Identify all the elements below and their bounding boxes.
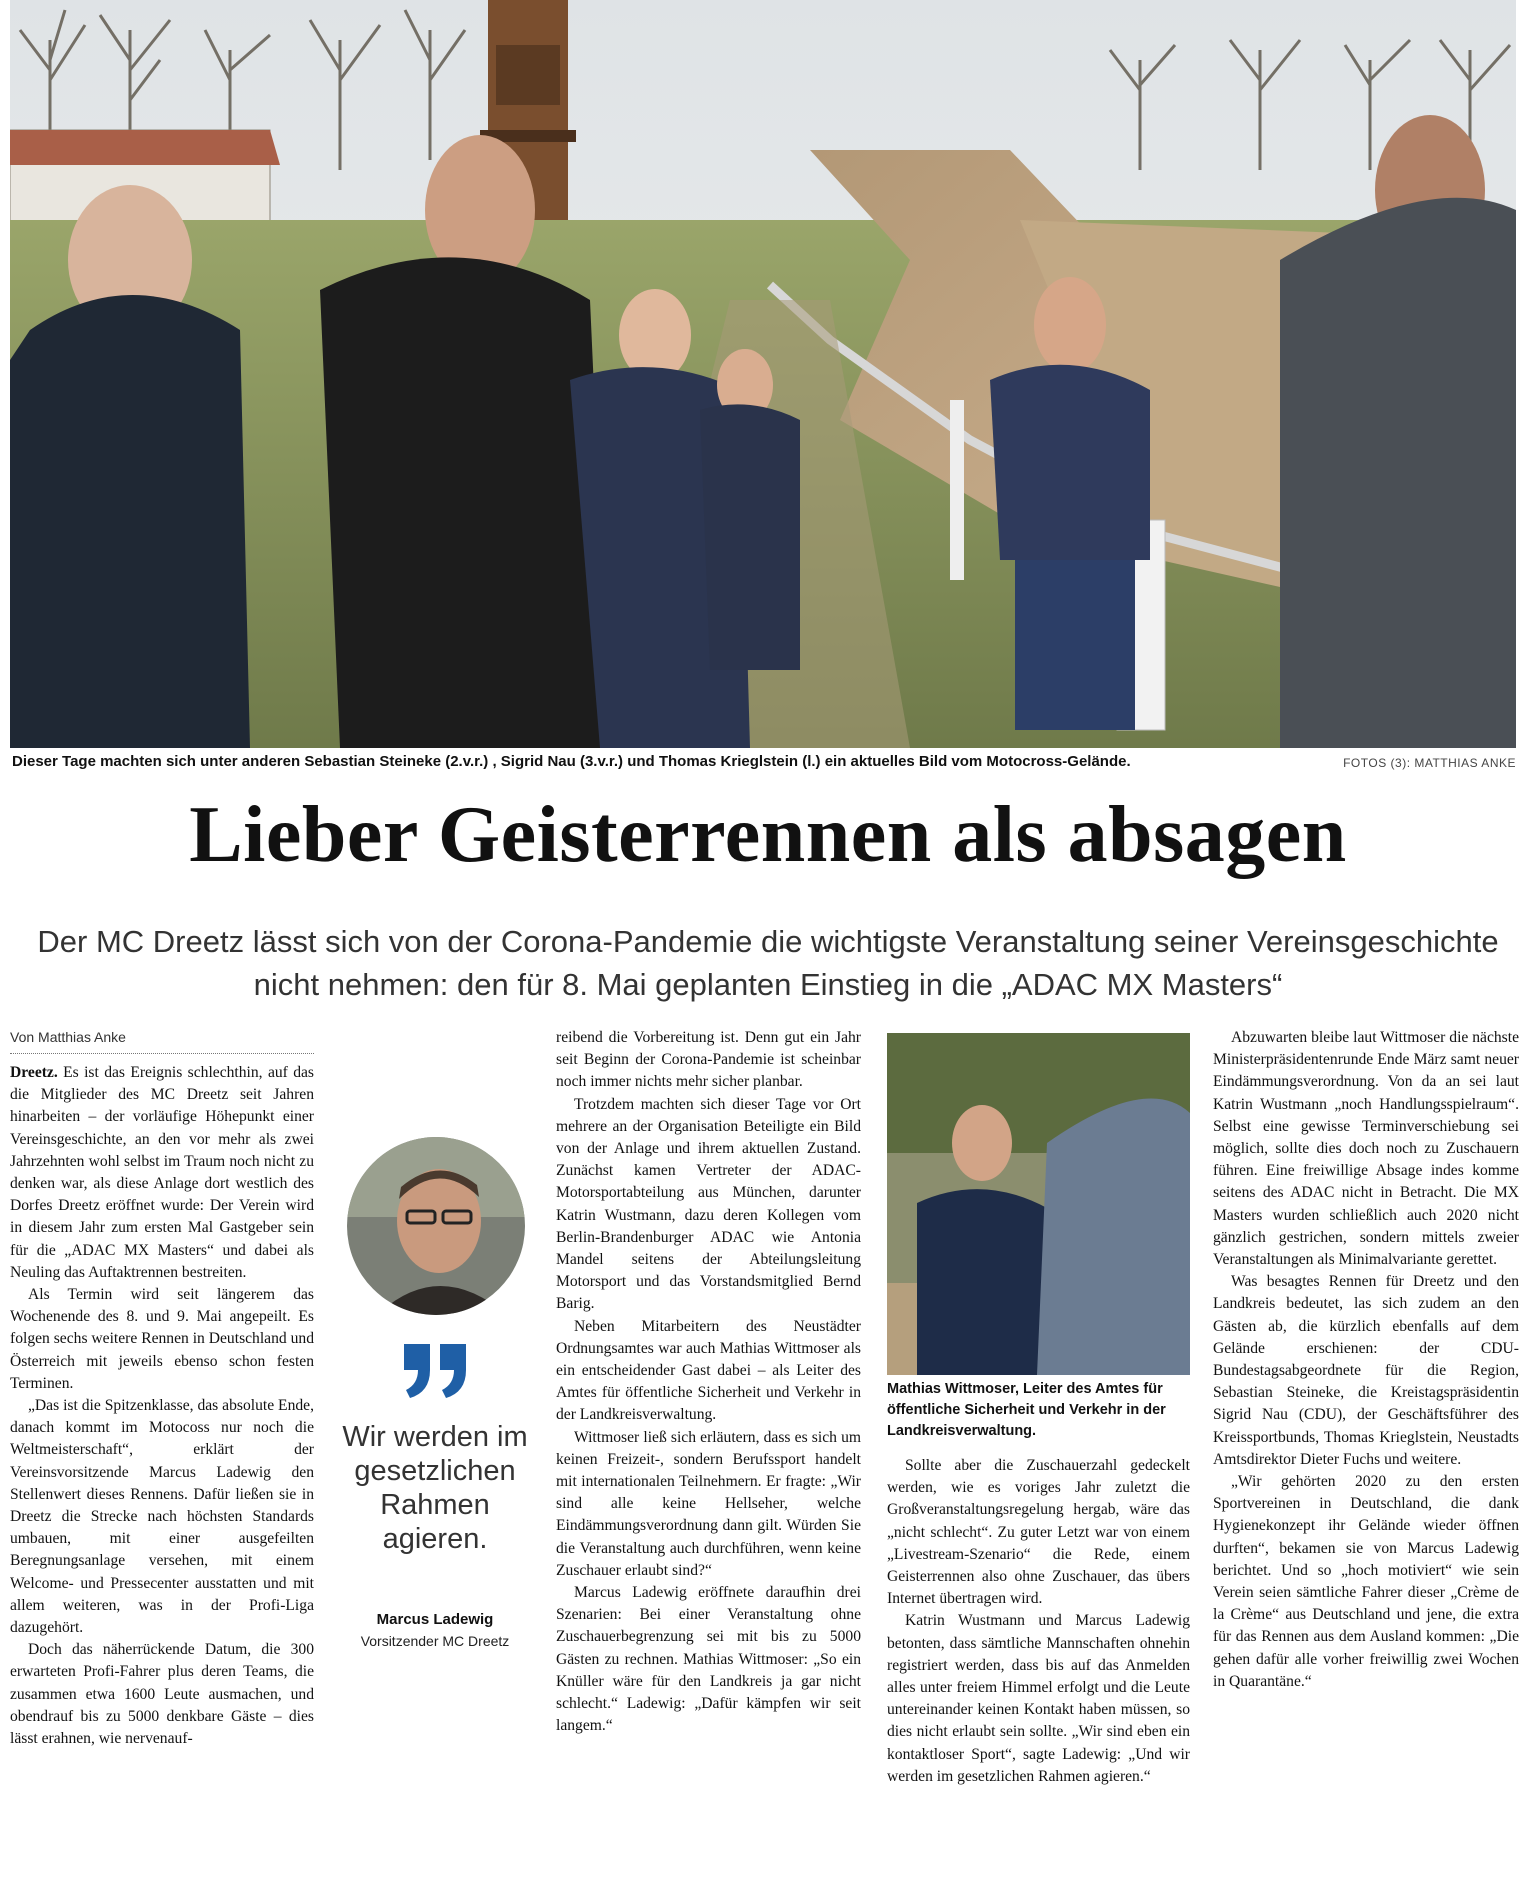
portrait-marcus-ladewig [347,1137,525,1315]
photo-credit: FOTOS (3): MATTHIAS ANKE [1343,756,1516,770]
article-column-1 [10,1027,314,1750]
pull-quote-name: Marcus Ladewig [376,1611,494,1628]
paragraph: Katrin Wustmann und Marcus Ladewig betonten, dass sämtliche Mannschaften ohnehin registriert werden, dass bis auf das Anmelden alles unter freiem Himmel erfolgt und die Leute untereinander keinen Kontakt haben müssen, so dies nicht erlaubt sein sollte. „Wir sind eben ein kontaktloser Sport“, sagte Ladewig: „Und wir werden im gesetzlichen Rahmen agieren.“ [887,1612,1190,1785]
main-photo [10,0,1516,748]
paragraph: Was besagtes Rennen für Dreetz und den Landkreis bedeutet, las sich zudem an den Gästen ab, die kürzlich ebenfalls auf dem Gelände erschienen: der CDU-Bundestagsabgeordnete für die Region, Sebastian Steineke, die Kreistagspräsidentin Sigrid Nau (CDU), der Geschäftsführer des Kreissportbunds, Thomas Krieglstein, Neustadts Amtsdirektor Dieter Fuchs und weitere. [1213,1273,1519,1468]
photo-mathias-wittmoser [887,1033,1190,1375]
byline: Von Matthias Anke [10,1027,314,1054]
paragraph: Wittmoser ließ sich erläutern, dass es sich um keinen Freizeit-, sondern Berufssport handelt mit internationalen Teilnehmern. Er fragte: „Wir sind alle keine Hellseher, welche Eindämmungsverordnung dann gilt. Würden Sie die Veranstaltung auch durchführen, wenn keine Zuschauer erlaubt sind?“ [556,1428,861,1579]
article-column-2 [556,1027,861,1738]
paragraph: „Wir gehörten 2020 zu den ersten Sportvereinen in Deutschland, die dank Hygienekonzept ihr Gelände wieder öffnen durften“, bekamen sie von Marcus Ladewig berichtet. Und so „hoch motiviert“ wie sein Verein seien sämtliche Fahrer dieser „Crème de la Crème“ aus Deutschland und jene, die extra für das Rennen aus dem Ausland kommen: „Die gehen dafür alle vorher freiwillig zwei Wochen in Quarantäne.“ [1213,1473,1519,1690]
pull-quote-role: Vorsitzender MC Dreetz [360,1633,510,1649]
photo2-caption: Mathias Wittmoser, Leiter des Amtes für öffentliche Sicherheit und Verkehr in der Landkreisverwaltung. [887,1381,1166,1439]
paragraph: Trotzdem machten sich dieser Tage vor Ort mehrere an der Organisation Beteiligte ein Bild von der Anlage und ihrem aktuellen Zustand. Zunächst kamen Vertreter der ADAC-Motorsportabteilung aus München, darunter Katrin Wustmann, dazu deren Kollegen vom Berlin-Brandenburger ADAC wie Antonia Mandel seitens der Abteilungsleitung Motorsport und das Vorstandsmitglied Bernd Barig. [556,1095,861,1313]
photo-caption: Dieser Tage machten sich unter anderen Sebastian Steineke (2.v.r.) , Sigrid Nau (3.v.r.) und Thomas Krieglstein (l.) ein aktuelles Bild vom Motocross-Gelände. [12,753,1131,770]
paragraph: Als Termin wird seit längerem das Wochenende des 8. und 9. Mai angepeilt. Es folgen sechs weitere Rennen in Deutschland und Österreich mit jeweils ebenso schon festen Terminen. [10,1286,314,1392]
paragraph: Sollte aber die Zuschauerzahl gedeckelt werden, wie es voriges Jahr zuletzt die Großveranstaltungsregelung hergab, wäre das „nicht schlecht“. Zu guter Letzt war von einem „Livestream-Szenario“ die Rede, einem Geisterrennen also ohne Zuschauer, das übers Internet übertragen wird. [887,1457,1190,1608]
quote-icon [400,1340,472,1400]
pull-quote-text: Wir werden im gesetzlichen Rahmen agieren. [342,1421,528,1555]
paragraph: „Das ist die Spitzenklasse, das absolute Ende, danach kommt im Motocoss nur noch die Weltmeisterschaft“, erklärt der Vereinsvorsitzende Marcus Ladewig den Stellenwert dieses Rennens. Dafür ließen sie in Dreetz die Strecke nach höchsten Standards umbauen, mit einer ausgefeilten Beregnungsanlage versehen, mit einem Welcome- und Pressecenter ausstatten und mit allem weiteren, was in der Profi-Liga dazugehört. [10,1397,314,1637]
paragraph: Doch das näherrückende Datum, die 300 erwarteten Profi-Fahrer plus deren Teams, die zusammen etwa 1600 Leute ausmachen, und obendrauf bis zu 5000 denkbare Gäste – dies lässt erahnen, wie nervenauf- [10,1641,314,1748]
article-column-3 [887,1455,1190,1788]
headline: Lieber Geisterrennen als absagen [189,791,1347,879]
subheadline: Der MC Dreetz lässt sich von der Corona-Pandemie die wichtigste Veranstaltung seiner Vereinsgeschichte nicht nehmen: den für 8. Mai geplanten Einstieg in die „ADAC MX Masters“ [37,924,1499,1002]
dateline: Dreetz. [10,1064,58,1081]
paragraph: Marcus Ladewig eröffnete daraufhin drei Szenarien: Bei einer Veranstaltung ohne Zuschauerbegrenzung sei mit bis zu 5000 Gästen zu rechnen. Mathias Wittmoser: „So ein Knüller wäre für den Landkreis ja gar nicht schlecht.“ Ladewig: „Dafür kämpfen wir seit langem.“ [556,1584,861,1735]
paragraph: reibend die Vorbereitung ist. Denn gut ein Jahr seit Beginn der Corona-Pandemie ist scheinbar noch immer nichts mehr sicher planbar. [556,1029,861,1091]
paragraph [10,1062,314,1284]
article-column-4 [1213,1027,1519,1693]
paragraph: Abzuwarten bleibe laut Wittmoser die nächste Ministerpräsidentenrunde Ende März samt neuer Eindämmungsverordnung. Von da an sei laut Katrin Wustmann „noch Handlungsspielraum“. Selbst eine gewisse Terminverschiebung sei möglich, sollte dies doch noch zu Zuschauern führen. Eine freiwillige Absage indes komme seitens des ADAC nicht in Betracht. Die MX Masters wurden schließlich auch 2020 nicht gänzlich gestrichen, sondern mittels zweier Veranstaltungen als Minimalvariante gerettet. [1213,1029,1519,1269]
paragraph-text: Es ist das Ereignis schlechthin, auf das die Mitglieder des MC Dreetz seit Jahren hinarbeiten – der vorläufige Höhepunkt einer Vereinsgeschichte, an den vor mehr als zwei Jahrzehnten wohl selbst im Traum noch nicht zu denken war, als diese Anlage dort westlich des Dorfes Dreetz eröffnet wurde: Der Verein wird in diesem Jahr zum ersten Mal Gastgeber sein für die „ADAC MX Masters“ und dabei als Neuling das Auftaktrennen bestreiten. [10,1064,314,1281]
paragraph: Neben Mitarbeitern des Neustädter Ordnungsamtes war auch Mathias Wittmoser als ein entscheidender Gast dabei – als Leiter des Amtes für öffentliche Sicherheit und Verkehr in der Landkreisverwaltung. [556,1317,861,1424]
